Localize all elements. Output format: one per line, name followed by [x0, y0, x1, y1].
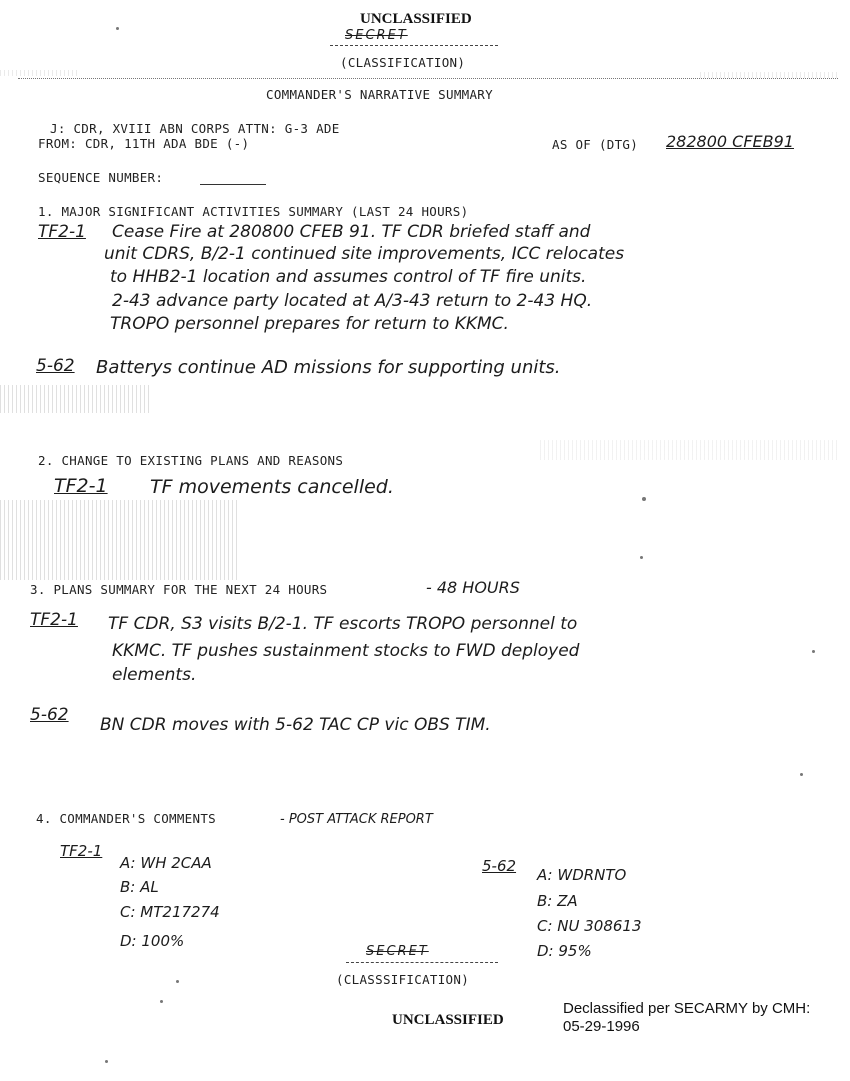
section-3-heading: 3. PLANS SUMMARY FOR THE NEXT 24 HOURS: [30, 582, 328, 597]
scan-noise: [0, 500, 240, 580]
section-1-text-line: TROPO personnel prepares for return to KKMC.: [110, 314, 509, 334]
scan-speck: [116, 27, 119, 30]
section-3-unit-tf2-1: TF2-1: [30, 610, 78, 630]
section-4-right-unit: 5-62: [482, 857, 517, 875]
section-3-unit-5-62: 5-62: [30, 705, 69, 725]
section-1-text-line: Cease Fire at 280800 CFEB 91. TF CDR briefed staff and: [112, 222, 591, 242]
unclassified-top-marking: UNCLASSIFIED: [360, 11, 472, 27]
section-1-heading: 1. MAJOR SIGNIFICANT ACTIVITIES SUMMARY (LAST 24 HOURS): [38, 204, 469, 219]
classification-label-bottom: (CLASSSIFICATION): [336, 972, 470, 987]
scan-speck: [642, 497, 646, 501]
declassification-note-line-1: Declassified per SECARMY by CMH:: [563, 1000, 811, 1017]
section-4-heading-handwritten: - POST ATTACK REPORT: [280, 812, 433, 827]
to-line: J: CDR, XVIII ABN CORPS ATTN: G-3 ADE: [50, 121, 340, 136]
section-4-right-item: B: ZA: [537, 892, 578, 910]
scan-speck: [640, 556, 643, 559]
section-1-unit-tf2-1: TF2-1: [38, 222, 86, 242]
section-2-text-line: TF movements cancelled.: [150, 476, 394, 498]
section-4-left-item: B: AL: [120, 878, 159, 896]
sequence-number-blank: [200, 184, 266, 185]
classification-line-bottom: [346, 962, 498, 963]
scan-noise: [0, 385, 150, 413]
as-of-value: 282800 CFEB91: [666, 132, 794, 151]
section-4-right-item: C: NU 308613: [537, 917, 642, 935]
section-1-text-line: 2-43 advance party located at A/3-43 return to 2-43 HQ.: [112, 291, 593, 311]
section-4-heading: 4. COMMANDER'S COMMENTS: [36, 811, 216, 826]
section-3-heading-handwritten: - 48 HOURS: [426, 578, 520, 597]
section-3-text-line: elements.: [112, 665, 197, 685]
from-line: FROM: CDR, 11TH ADA BDE (-): [38, 136, 250, 151]
declassification-note-line-2: 05-29-1996: [563, 1018, 640, 1035]
scan-noise: [540, 440, 840, 460]
scan-speck: [105, 1060, 108, 1063]
section-4-right-item: A: WDRNTO: [537, 866, 627, 884]
section-2-heading: 2. CHANGE TO EXISTING PLANS AND REASONS: [38, 453, 344, 468]
section-4-right-item: D: 95%: [537, 942, 592, 960]
section-1-unit-5-62: 5-62: [36, 356, 75, 376]
section-4-left-item: A: WH 2CAA: [120, 854, 212, 872]
secret-struck-bottom: SECRET: [366, 944, 429, 959]
section-2-unit-tf2-1: TF2-1: [54, 475, 108, 497]
section-1-text-line: unit CDRS, B/2-1 continued site improvements, ICC relocates: [104, 244, 625, 264]
unclassified-bottom-marking: UNCLASSIFIED: [392, 1012, 504, 1028]
scan-speck: [812, 650, 815, 653]
section-4-left-item: D: 100%: [120, 932, 185, 950]
section-3-text-line: KKMC. TF pushes sustainment stocks to FWD deployed: [112, 641, 580, 661]
section-1-text-line: Batterys continue AD missions for supporting units.: [96, 357, 561, 378]
section-1-text-line: to HHB2-1 location and assumes control of TF fire units.: [110, 267, 587, 287]
section-4-left-unit: TF2-1: [60, 842, 103, 860]
scan-speck: [176, 980, 179, 983]
scan-noise: [0, 70, 80, 76]
classification-label-top: (CLASSIFICATION): [340, 55, 466, 70]
header-rule: [18, 78, 838, 79]
section-4-left-item: C: MT217274: [120, 903, 220, 921]
section-3-text-line: BN CDR moves with 5-62 TAC CP vic OBS TIM.: [100, 715, 491, 735]
section-3-text-line: TF CDR, S3 visits B/2-1. TF escorts TROPO personnel to: [108, 614, 578, 634]
sequence-number-label: SEQUENCE NUMBER:: [38, 170, 164, 185]
scan-speck: [800, 773, 803, 776]
as-of-label: AS OF (DTG): [552, 137, 639, 152]
scan-speck: [160, 1000, 163, 1003]
page-title: COMMANDER'S NARRATIVE SUMMARY: [266, 87, 493, 102]
classification-line-top: [330, 45, 498, 46]
secret-struck-top: SECRET: [345, 28, 408, 43]
